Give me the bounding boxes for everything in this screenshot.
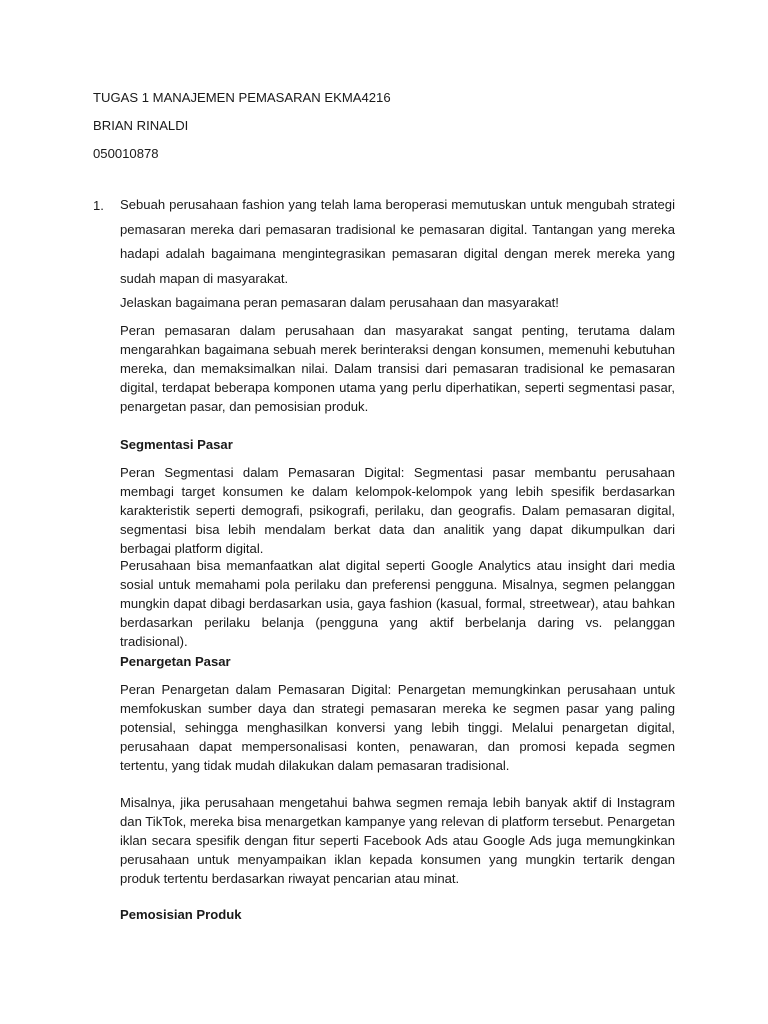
- answer-intro-block: [120, 321, 675, 416]
- student-name: BRIAN RINALDI: [93, 118, 189, 133]
- question-prompt: Jelaskan bagaimana peran pemasaran dalam perusahaan dan masyarakat!: [120, 295, 559, 310]
- section-heading: Segmentasi Pasar: [120, 437, 233, 452]
- section-paragraph: Peran Segmentasi dalam Pemasaran Digital: Segmentasi pasar membantu perusahaan membagi target konsumen ke dalam kelompok-kelompok yang lebih spesifik berdasarkan karakteristik seperti demografi, psikografi, perilaku, dan geografis. Dalam pemasaran digital, segmentasi bisa lebih mendalam berkat data dan analitik yang dapat dikumpulkan dari berbagai platform digital.: [120, 465, 675, 556]
- section-pemosisian: [120, 905, 675, 924]
- question-text: Sebuah perusahaan fashion yang telah lama beroperasi memutuskan untuk mengubah strategi pemasaran mereka dari pemasaran tradisional ke pemasaran digital. Tantangan yang mereka hadapi adalah bagaimana mengintegrasikan pemasaran digital dengan merek mereka yang sudah mapan di masyarakat.: [120, 197, 675, 286]
- student-id: 050010878: [93, 146, 159, 161]
- segmentasi-paragraph-2-block: [120, 556, 675, 651]
- section-heading: Penargetan Pasar: [120, 654, 231, 669]
- section-segmentasi: [120, 435, 675, 454]
- question-block: [120, 193, 675, 316]
- section-penargetan: [120, 652, 675, 671]
- answer-intro: Peran pemasaran dalam perusahaan dan masyarakat sangat penting, terutama dalam mengarahkan bagaimana sebuah merek berinteraksi dengan konsumen, memenuhi kebutuhan mereka, dan memaksimalkan nilai. Dalam transisi dari pemasaran tradisional ke pemasaran digital, terdapat beberapa komponen utama yang perlu diperhatikan, seperti segmentasi pasar, penargetan pasar, dan pemosisian produk.: [120, 323, 675, 414]
- section-heading: Pemosisian Produk: [120, 907, 242, 922]
- penargetan-paragraph-2-block: [120, 793, 675, 888]
- section-paragraph: Peran Penargetan dalam Pemasaran Digital: Penargetan memungkinkan perusahaan untuk memfokuskan sumber daya dan strategi pemasaran mereka ke segmen pasar yang paling potensial, sehingga menghasilkan konversi yang lebih tinggi. Melalui penargetan digital, perusahaan dapat mempersonalisasi konten, penawaran, dan promosi kepada segmen tertentu, yang tidak mudah dilakukan dalam pemasaran tradisional.: [120, 682, 675, 773]
- section-paragraph: Misalnya, jika perusahaan mengetahui bahwa segmen remaja lebih banyak aktif di Instagram dan TikTok, mereka bisa menargetkan kampanye yang relevan di platform tersebut. Penargetan iklan secara spesifik dengan fitur seperti Facebook Ads atau Google Ads juga memungkinkan perusahaan untuk menyampaikan iklan kepada konsumen yang mungkin tertarik dengan produk tertentu berdasarkan riwayat pencarian atau minat.: [120, 795, 675, 886]
- section-paragraph: Perusahaan bisa memanfaatkan alat digital seperti Google Analytics atau insight dari media sosial untuk memahami pola perilaku dan preferensi pengguna. Misalnya, segmen pelanggan mungkin dapat dibagi berdasarkan usia, gaya fashion (kasual, formal, streetwear), atau bahkan berdasarkan perilaku belanja (pengguna yang aktif berbelanja daring vs. pelanggan tradisional).: [120, 558, 675, 649]
- penargetan-paragraph-1-block: [120, 680, 675, 775]
- document-title: TUGAS 1 MANAJEMEN PEMASARAN EKMA4216: [93, 90, 391, 105]
- question-number: 1.: [93, 198, 104, 213]
- segmentasi-paragraph-1-block: [120, 463, 675, 558]
